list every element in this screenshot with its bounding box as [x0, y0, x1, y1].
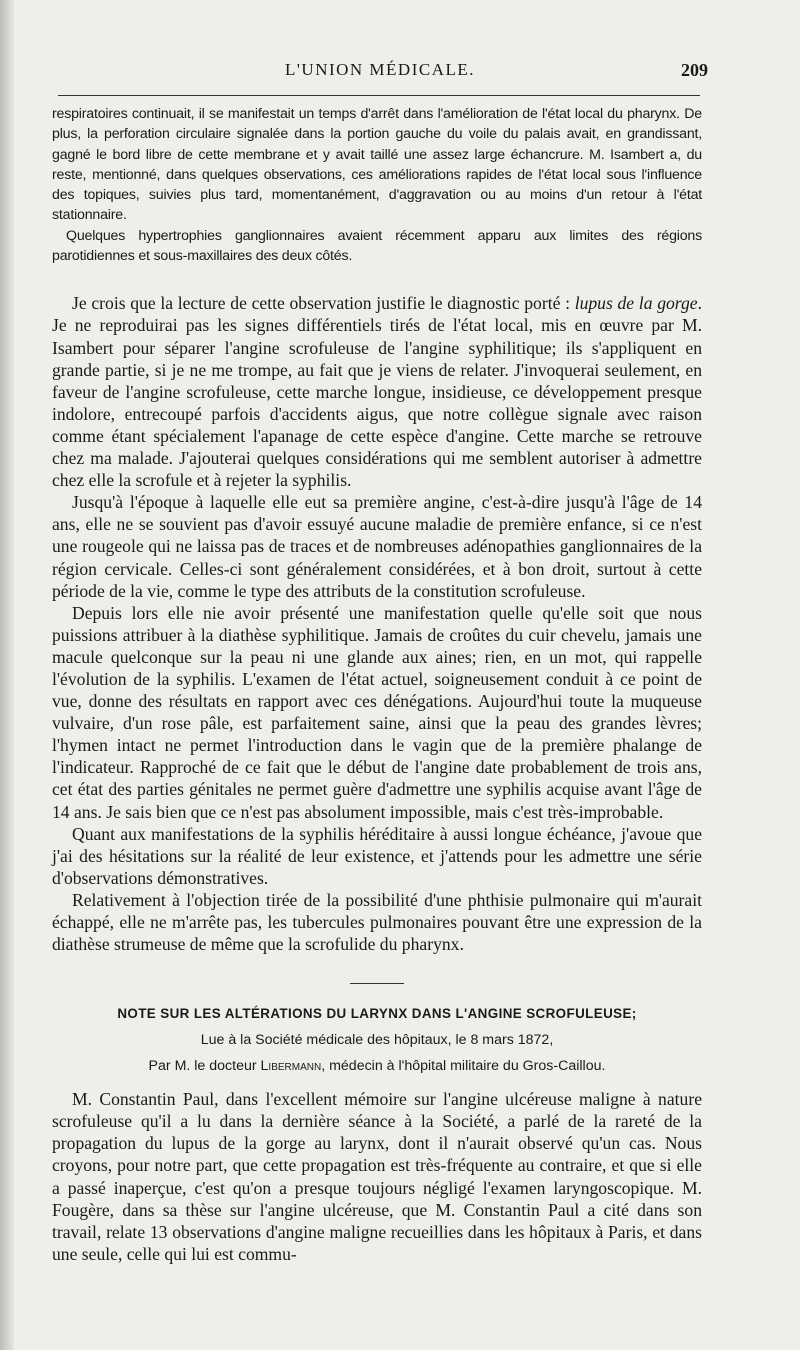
paragraph-phthisis: Relativement à l'objection tirée de la possibilité d'une phthisie pulmonaire qui m'aurait échappé, elle ne m'arrête pas, les tubercules pulmonaires pouvant être une expression de la diathèse strumeuse de même que la scrofulide du pharynx.	[52, 889, 702, 955]
author-name: Libermann	[260, 1058, 322, 1075]
section-divider	[350, 983, 404, 984]
paragraph-syphilis: Depuis lors elle nie avoir présenté une manifestation quelle qu'elle soit que nous puissions attribuer à la diathèse syphilitique. Jamais de croûtes du cuir chevelu, jamais une macule quelconque sur la peau ni une glande aux aines; rien, en un mot, qui rappelle l'évolution de la syphilis. L'examen de l'état actuel, soigneusement conduit à ce point de vue, donne des résultats en rapport avec ces dénégations. Aujourd'hui toute la muqueuse vulvaire, d'un rose pâle, est parfaitement saine, ainsi que la peau des grandes lèvres; l'hymen intact ne permet l'introduction dans le vagin que de la première phalange de l'indicateur. Rapproché de ce fait que le début de l'angine date probablement de trois ans, cet état des parties génitales ne permet guère d'admettre une syphilis acquise avant l'âge de 14 ans. Je sais bien que ce n'est pas absolument impossible, mais c'est très-improbable.	[52, 602, 702, 822]
article-body: M. Constantin Paul, dans l'excellent mémoire sur l'angine ulcéreuse maligne à nature scrofuleuse qu'il a lu dans la dernière séance à la Société, a parlé de la rareté de la propagation du lupus de la gorge au larynx, dont il n'aurait observé qu'un cas. Nous croyons, pour notre part, que cette propagation est très-fréquente au contraire, et que si elle a passé inaperçue, c'est qu'on a presque toujours négligé l'examen laryngoscopique. M. Fougère, dans sa thèse sur l'angine ulcéreuse, que M. Constantin Paul a cité dans son travail, relate 13 observations d'angine maligne recueillies dans les hôpitaux à Paris, et dans une seule, celle qui lui est commu-	[52, 1089, 702, 1264]
header-rule	[58, 95, 700, 96]
paragraph-diagnosis-rest: . Je ne reproduirai pas les signes différentiels tirés de l'état local, mis en œuvre par M. Isambert pour séparer l'angine scrofuleuse de l'angine syphilitique; ils s'appliquent en grande partie, si je ne me trompe, au fait que je viens de relater. J'invoquerai seulement, en faveur de l'angine scrofuleuse, cette marche longue, insidieuse, ce développement presque indolore, entrecoupé parfois d'accidents aigus, que notre collègue signale avec raison comme étant spécialement l'apanage de cette espèce d'angine. Cette marche se retrouve chez ma malade. J'ajouterai quelques considérations qui me semblent autoriser à admettre chez elle la scrofule et à rejeter la syphilis.	[52, 293, 702, 491]
page-number: 209	[681, 60, 708, 80]
page-header	[56, 60, 708, 90]
author-suffix: , médecin à l'hôpital militaire du Gros-Caillou.	[321, 1058, 606, 1075]
paragraph-diagnosis	[52, 292, 702, 491]
article-subtitle: Lue à la Société médicale des hôpitaux, le 8 mars 1872,	[200, 1032, 554, 1049]
body-text	[52, 104, 702, 1265]
author-prefix: Par M. le docteur	[148, 1058, 261, 1075]
running-title: L'UNION MÉDICALE.	[284, 60, 476, 79]
paragraph-small-2: Quelques hypertrophies ganglionnaires avaient récemment apparu aux limites des régions parotidiennes et sous-maxillaires des deux côtés.	[52, 227, 702, 265]
paragraph-diagnosis-start: Je crois que la lecture de cette observation justifie le diagnostic porté :	[72, 293, 575, 314]
paragraph-hereditary: Quant aux manifestations de la syphilis héréditaire à aussi longue échéance, j'avoue que j'ai des hésitations sur la réalité de leur existence, et j'attends pour les admettre une série d'observations démonstratives.	[52, 823, 702, 888]
article-author	[52, 1058, 702, 1074]
paragraph-history: Jusqu'à l'époque à laquelle elle eut sa première angine, c'est-à-dire jusqu'à l'âge de 14 ans, elle ne se souvient pas d'avoir essuyé aucune maladie de première enfance, si ce n'est une rougeole qui ne laissa pas de traces et de nombreuses adénopathies ganglionnaires de la région cervicale. Celles-ci sont généralement considérées, et à bon droit, surtout à cette période de la vie, comme le type des attributs de la constitution scrofuleuse.	[52, 492, 702, 601]
diagnosis-term: lupus de la gorge	[574, 293, 698, 314]
article-title: NOTE SUR LES ALTÉRATIONS DU LARYNX DANS L'ANGINE SCROFULEUSE;	[117, 1006, 637, 1022]
page-binding-edge	[0, 0, 14, 1350]
paragraph-small-1: respiratoires continuait, il se manifestait un temps d'arrêt dans l'amélioration de l'état local du pharynx. De plus, la perforation circulaire signalée dans la portion gauche du voile du palais avait, en grandissant, gagné le bord libre de cette membrane et y avait taillé une assez large échancrure. M. Isambert a, du reste, mentionné, dans quelques observations, ces améliorations rapides de l'état local sous l'influence des topiques, suivies plus tard, momentanément, d'aggravation ou au moins d'un retour à l'état stationnaire.	[52, 106, 702, 224]
